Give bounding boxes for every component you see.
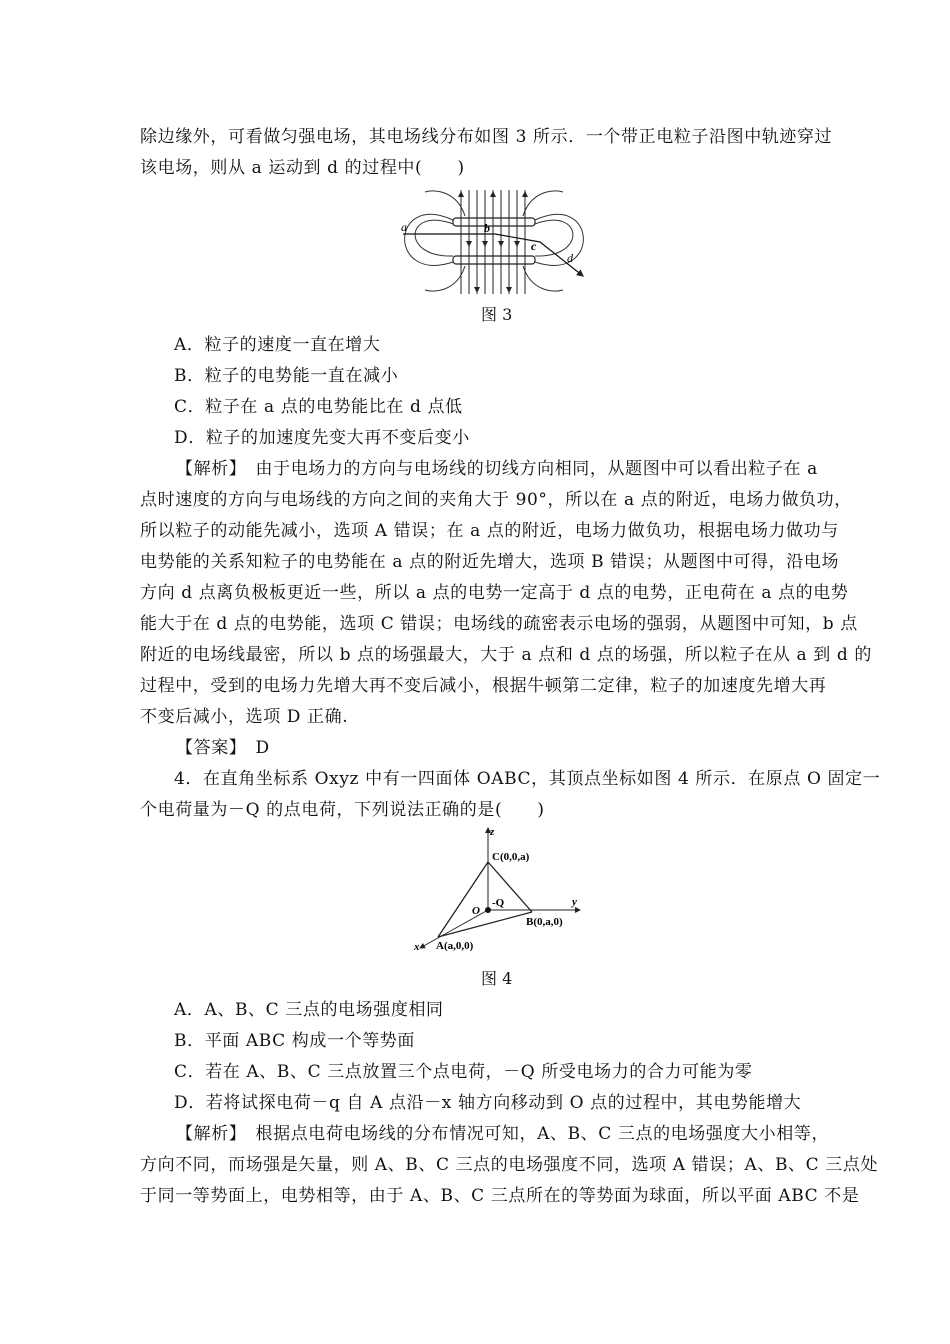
- q3-analysis-line-4: 电势能的关系知粒子的电势能在 a 点的附近先增大，选项 B 错误；从题图中可得，沿电场: [140, 552, 840, 572]
- fig3-label-d: d: [567, 251, 573, 265]
- q3-analysis-line-2: 点时速度的方向与电场线的方向之间的夹角大于 90°，所以在 a 点的附近，电场力做负功，: [140, 490, 852, 510]
- q3-analysis-line-9: 不变后减小，选项 D 正确.: [140, 707, 349, 727]
- fig4-label-b: B(0,a,0): [526, 916, 563, 928]
- figure-3-caption: 图 3: [481, 305, 513, 324]
- fig4-label-c: C(0,0,a): [492, 851, 530, 863]
- q3-analysis-line-5: 方向 d 点离负极板更近一些，所以 a 点的电势一定高于 d 点的电势，正电荷在 a 点的电势: [140, 583, 849, 603]
- fig4-label-a: A(a,0,0): [436, 940, 474, 952]
- q3-analysis-line-6: 能大于在 d 点的电势能，选项 C 错误；电场线的疏密表示电场的强弱，从题图中可知，b 点: [140, 614, 858, 634]
- fig3-label-c: c: [531, 239, 537, 253]
- fig3-label-a: a: [401, 220, 407, 234]
- q3-option-b: B．粒子的电势能一直在减小: [174, 366, 399, 386]
- q3-analysis-line-7: 附近的电场线最密，所以 b 点的场强最大，大于 a 点和 d 点的场强，所以粒子在从 a 到 d 的: [140, 645, 872, 665]
- q4-analysis-line-1: 【解析】 根据点电荷电场线的分布情况可知，A、B、C 三点的电场强度大小相等，: [176, 1124, 830, 1144]
- fig4-label-x: x: [414, 941, 420, 953]
- figure-3-field-diagram: [395, 186, 600, 298]
- q3-option-c: C．粒子在 a 点的电势能比在 d 点低: [174, 397, 463, 417]
- q4-option-d: D．若将试探电荷－q 自 A 点沿－x 轴方向移动到 O 点的过程中，其电势能增大: [174, 1093, 802, 1113]
- fig4-label-charge: -Q: [492, 897, 505, 909]
- fig4-label-y: y: [572, 896, 577, 908]
- fig4-label-o: O: [472, 905, 480, 917]
- q4-option-a: A．A、B、C 三点的电场强度相同: [174, 1000, 444, 1020]
- q3-analysis-line-3: 所以粒子的动能先减小，选项 A 错误；在 a 点的附近，电场力做负功，根据电场力做功与: [140, 521, 839, 541]
- q3-option-d: D．粒子的加速度先变大再不变后变小: [174, 428, 470, 448]
- q4-option-c: C．若在 A、B、C 三点放置三个点电荷，－Q 所受电场力的合力可能为零: [174, 1062, 753, 1082]
- q4-stem-line-2: 个电荷量为－Q 的点电荷，下列说法正确的是( ): [140, 800, 545, 820]
- q4-option-b: B．平面 ABC 构成一个等势面: [174, 1031, 415, 1051]
- q3-stem-line-2: 该电场，则从 a 运动到 d 的过程中( ): [140, 158, 465, 178]
- q4-analysis-line-2: 方向不同，而场强是矢量，则 A、B、C 三点的电场强度不同，选项 A 错误；A、B、C 三点处: [140, 1155, 879, 1175]
- figure-4-tetrahedron: [408, 822, 593, 957]
- q3-answer: 【答案】 D: [176, 738, 270, 758]
- q4-analysis-line-3: 于同一等势面上，电势相等，由于 A、B、C 三点所在的等势面为球面，所以平面 ABC 不是: [140, 1186, 860, 1206]
- q4-stem-line-1: 4．在直角坐标系 Oxyz 中有一四面体 OABC，其顶点坐标如图 4 所示．在原点 O 固定一: [174, 769, 881, 789]
- fig4-label-z: z: [490, 826, 495, 838]
- q3-analysis-line-8: 过程中，受到的电场力先增大再不变后减小，根据牛顿第二定律，粒子的加速度先增大再: [140, 676, 827, 696]
- q3-option-a: A．粒子的速度一直在增大: [174, 335, 381, 355]
- q3-analysis-line-1: 【解析】 由于电场力的方向与电场线的切线方向相同，从题图中可以看出粒子在 a: [176, 459, 818, 479]
- q3-stem-line-1: 除边缘外，可看做匀强电场，其电场线分布如图 3 所示．一个带正电粒子沿图中轨迹穿过: [140, 127, 833, 147]
- fig3-label-b: b: [484, 221, 490, 235]
- figure-4-caption: 图 4: [481, 969, 513, 988]
